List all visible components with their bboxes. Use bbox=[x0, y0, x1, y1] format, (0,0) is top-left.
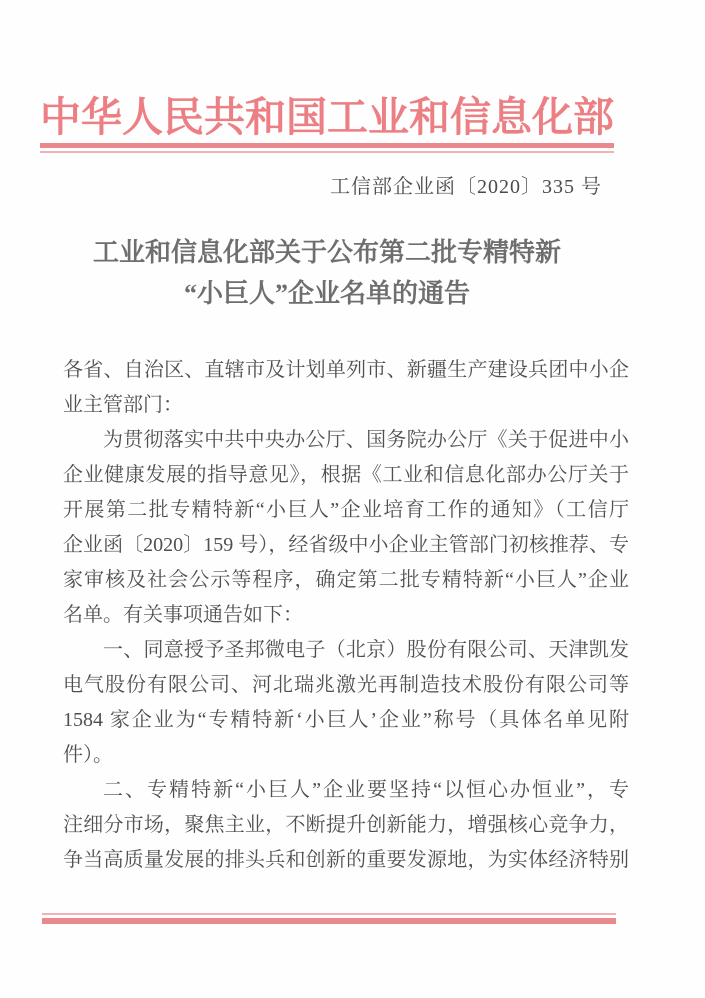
body-line: 为贯彻落实中共中央办公厅、国务院办公厅《关于促进中小 bbox=[103, 429, 629, 451]
letterhead-rule-thick bbox=[40, 143, 614, 148]
body-line: 开展第二批专精特新“小巨人”企业培育工作的通知》（工信厅 bbox=[63, 499, 629, 521]
document-title-line-1: 工业和信息化部关于公布第二批专精特新 bbox=[92, 238, 561, 267]
body-line: 各省、自治区、直辖市及计划单列市、新疆生产建设兵团中小企 bbox=[63, 359, 629, 381]
footer-rule-thick bbox=[42, 918, 616, 924]
body-line: 电气股份有限公司、河北瑞兆激光再制造技术股份有限公司等 bbox=[63, 674, 629, 696]
body-line: 1584 家企业为“专精特新‘小巨人’企业”称号（具体名单见附 bbox=[63, 709, 629, 731]
letterhead-rule-thin bbox=[40, 151, 614, 153]
footer-rule-thin bbox=[42, 913, 616, 915]
body-line: 企业函〔2020〕159 号），经省级中小企业主管部门初核推荐、专 bbox=[63, 534, 629, 556]
document-reference-number: 工信部企业函〔2020〕335 号 bbox=[330, 176, 602, 198]
body-line: 家审核及社会公示等程序，确定第二批专精特新“小巨人”企业 bbox=[63, 569, 629, 591]
body-line: 件）。 bbox=[63, 744, 113, 766]
body-line: 注细分市场，聚焦主业，不断提升创新能力，增强核心竞争力， bbox=[63, 814, 629, 836]
body-line: 一、同意授予圣邦微电子（北京）股份有限公司、天津凯发 bbox=[103, 639, 629, 661]
body-line: 二、专精特新“小巨人”企业要坚持“以恒心办恒业”，专 bbox=[103, 779, 629, 801]
body-line: 争当高质量发展的排头兵和创新的重要发源地，为实体经济特别 bbox=[63, 849, 629, 871]
body-line: 企业健康发展的指导意见》，根据《工业和信息化部办公厅关于 bbox=[63, 464, 629, 486]
document-title-line-2: “小巨人”企业名单的通告 bbox=[183, 279, 470, 308]
letterhead-agency-name: 中华人民共和国工业和信息化部 bbox=[40, 94, 614, 140]
body-line: 名单。有关事项通告如下： bbox=[63, 604, 303, 626]
body-line: 业主管部门： bbox=[63, 394, 183, 416]
document-title bbox=[40, 232, 614, 314]
document-body bbox=[63, 353, 629, 878]
